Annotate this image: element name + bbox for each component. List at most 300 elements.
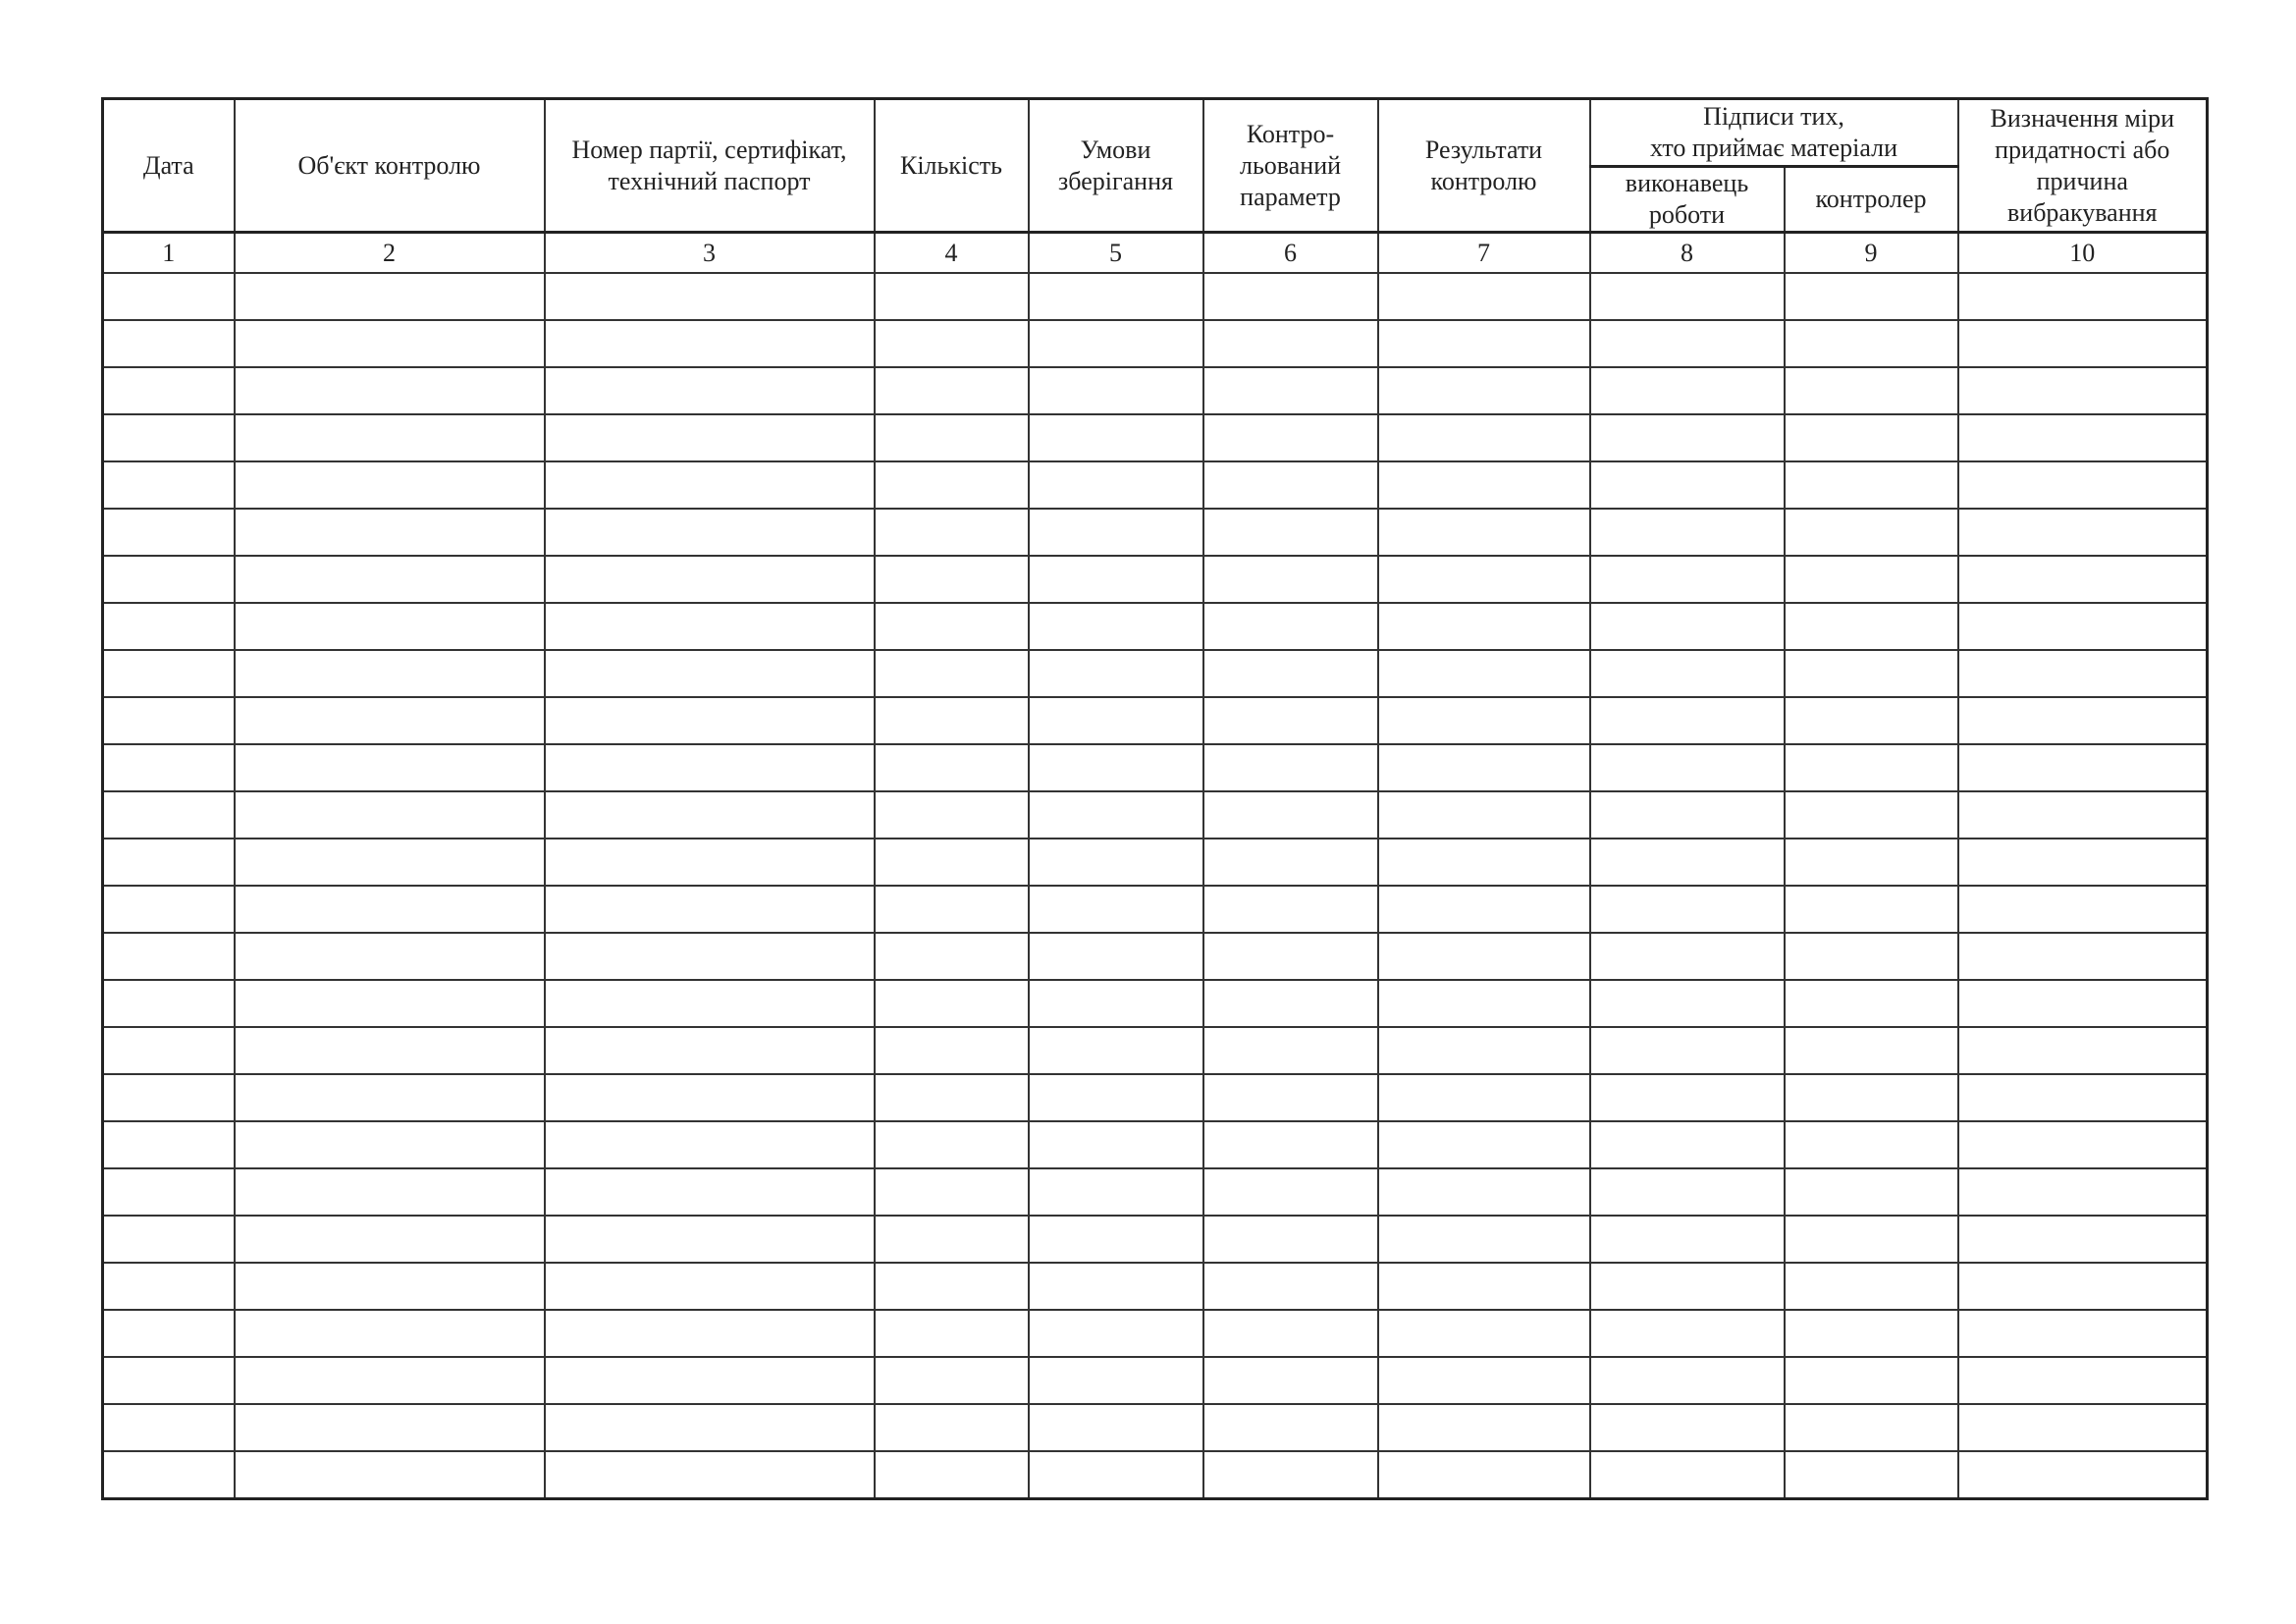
table-cell[interactable] (875, 1074, 1029, 1121)
table-cell[interactable] (1785, 697, 1958, 744)
table-cell[interactable] (1785, 1027, 1958, 1074)
table-cell[interactable] (1029, 886, 1203, 933)
table-row (103, 1074, 2208, 1121)
table-cell[interactable] (1378, 791, 1590, 839)
table-cell[interactable] (1029, 320, 1203, 367)
table-cell[interactable] (545, 1357, 875, 1404)
table-cell[interactable] (1203, 1074, 1378, 1121)
table-cell[interactable] (1590, 1121, 1785, 1168)
table-cell[interactable] (1029, 1263, 1203, 1310)
table-cell[interactable] (1203, 603, 1378, 650)
table-cell[interactable] (103, 509, 235, 556)
table-cell[interactable] (1958, 933, 2208, 980)
header-batch (545, 99, 875, 233)
table-cell[interactable] (1029, 556, 1203, 603)
table-cell[interactable] (1029, 1216, 1203, 1263)
header-signatures (1590, 99, 1958, 167)
table-cell[interactable] (1203, 414, 1378, 461)
table-cell[interactable] (1378, 839, 1590, 886)
table-cell[interactable] (1785, 1121, 1958, 1168)
table-cell[interactable] (1785, 1074, 1958, 1121)
table-cell[interactable] (1958, 650, 2208, 697)
table-row (103, 839, 2208, 886)
table-cell[interactable] (1958, 791, 2208, 839)
table-cell[interactable] (1029, 1027, 1203, 1074)
table-cell[interactable] (545, 1451, 875, 1499)
table-cell[interactable] (875, 461, 1029, 509)
table-cell[interactable] (1785, 1168, 1958, 1216)
table-cell[interactable] (1590, 886, 1785, 933)
table-cell[interactable] (1958, 697, 2208, 744)
table-cell[interactable] (1785, 1216, 1958, 1263)
table-cell[interactable] (1958, 320, 2208, 367)
table-cell[interactable] (1378, 697, 1590, 744)
table-cell[interactable] (235, 320, 545, 367)
table-cell[interactable] (545, 1027, 875, 1074)
table-cell[interactable] (1029, 697, 1203, 744)
table-cell[interactable] (1958, 273, 2208, 320)
column-number-2: 2 (235, 233, 545, 274)
table-cell[interactable] (875, 1310, 1029, 1357)
table-cell[interactable] (1785, 1357, 1958, 1404)
table-row (103, 1121, 2208, 1168)
table-cell[interactable] (1203, 461, 1378, 509)
table-cell[interactable] (103, 886, 235, 933)
table-cell[interactable] (235, 1263, 545, 1310)
header-results-label: Результати контролю (1424, 135, 1543, 195)
table-cell[interactable] (1378, 320, 1590, 367)
table-cell[interactable] (875, 509, 1029, 556)
table-cell[interactable] (1378, 603, 1590, 650)
table-cell[interactable] (235, 650, 545, 697)
table-cell[interactable] (1958, 1074, 2208, 1121)
table-cell[interactable] (1590, 650, 1785, 697)
table-cell[interactable] (1378, 1121, 1590, 1168)
header-results (1378, 99, 1590, 233)
table-cell[interactable] (235, 367, 545, 414)
table-cell[interactable] (1203, 509, 1378, 556)
table-row (103, 320, 2208, 367)
table-cell[interactable] (1378, 1310, 1590, 1357)
table-cell[interactable] (1785, 509, 1958, 556)
header-suitability (1958, 99, 2208, 233)
table-cell[interactable] (875, 1121, 1029, 1168)
table-cell[interactable] (1785, 839, 1958, 886)
table-cell[interactable] (235, 1168, 545, 1216)
table-cell[interactable] (235, 886, 545, 933)
table-cell[interactable] (235, 980, 545, 1027)
table-cell[interactable] (235, 744, 545, 791)
table-cell[interactable] (103, 1310, 235, 1357)
table-cell[interactable] (1958, 1121, 2208, 1168)
table-cell[interactable] (1378, 273, 1590, 320)
table-cell[interactable] (1785, 1451, 1958, 1499)
table-cell[interactable] (1203, 886, 1378, 933)
table-cell[interactable] (545, 320, 875, 367)
header-executor (1590, 167, 1785, 233)
table-cell[interactable] (1958, 1451, 2208, 1499)
table-cell[interactable] (1378, 414, 1590, 461)
table-cell[interactable] (103, 744, 235, 791)
table-cell[interactable] (235, 933, 545, 980)
table-cell[interactable] (103, 839, 235, 886)
table-cell[interactable] (235, 1216, 545, 1263)
table-cell[interactable] (235, 697, 545, 744)
table-cell[interactable] (235, 1027, 545, 1074)
table-cell[interactable] (235, 1451, 545, 1499)
table-row (103, 650, 2208, 697)
table-cell[interactable] (545, 933, 875, 980)
table-cell[interactable] (235, 1121, 545, 1168)
table-cell[interactable] (1958, 886, 2208, 933)
header-date (103, 99, 235, 233)
table-cell[interactable] (1590, 1404, 1785, 1451)
header-date-label: Дата (142, 150, 194, 180)
table-cell[interactable] (1785, 1404, 1958, 1451)
table-cell[interactable] (103, 1074, 235, 1121)
table-cell[interactable] (1029, 1074, 1203, 1121)
table-cell[interactable] (1378, 1027, 1590, 1074)
table-cell[interactable] (103, 697, 235, 744)
table-cell[interactable] (545, 1074, 875, 1121)
table-cell[interactable] (1958, 603, 2208, 650)
table-cell[interactable] (1203, 1263, 1378, 1310)
table-cell[interactable] (103, 320, 235, 367)
table-cell[interactable] (1203, 839, 1378, 886)
header-quantity (875, 99, 1029, 233)
table-cell[interactable] (1785, 461, 1958, 509)
table-cell[interactable] (1203, 367, 1378, 414)
table-cell[interactable] (545, 1216, 875, 1263)
header-controller-label: контролер (1815, 185, 1927, 213)
table-cell[interactable] (545, 1168, 875, 1216)
table-cell[interactable] (1378, 367, 1590, 414)
table-cell[interactable] (1590, 509, 1785, 556)
header-suitability-label: Визначення міри придатності або причина вибракування (1990, 103, 2174, 227)
table-cell[interactable] (1378, 1168, 1590, 1216)
table-cell[interactable] (1590, 1027, 1785, 1074)
column-number-3: 3 (545, 233, 875, 274)
table-cell[interactable] (103, 367, 235, 414)
table-cell[interactable] (1029, 1121, 1203, 1168)
table-cell[interactable] (1203, 1168, 1378, 1216)
table-cell[interactable] (875, 367, 1029, 414)
table-cell[interactable] (1203, 933, 1378, 980)
table-cell[interactable] (545, 414, 875, 461)
table-cell[interactable] (1378, 980, 1590, 1027)
table-cell[interactable] (545, 603, 875, 650)
table-cell[interactable] (1378, 744, 1590, 791)
table-cell[interactable] (103, 980, 235, 1027)
table-cell[interactable] (1203, 791, 1378, 839)
table-cell[interactable] (1590, 697, 1785, 744)
table-cell[interactable] (1785, 556, 1958, 603)
table-cell[interactable] (1378, 1216, 1590, 1263)
table-cell[interactable] (1029, 414, 1203, 461)
table-cell[interactable] (235, 273, 545, 320)
table-cell[interactable] (875, 320, 1029, 367)
table-cell[interactable] (1590, 1168, 1785, 1216)
table-cell[interactable] (1378, 650, 1590, 697)
table-row (103, 697, 2208, 744)
table-cell[interactable] (1203, 697, 1378, 744)
table-cell[interactable] (875, 744, 1029, 791)
table-cell[interactable] (1378, 1357, 1590, 1404)
table-cell[interactable] (1785, 273, 1958, 320)
table-cell[interactable] (1203, 650, 1378, 697)
table-cell[interactable] (1203, 1216, 1378, 1263)
column-number-row (103, 233, 2208, 274)
table-cell[interactable] (1785, 1310, 1958, 1357)
table-cell[interactable] (875, 414, 1029, 461)
table-row (103, 1357, 2208, 1404)
table-cell[interactable] (103, 414, 235, 461)
table-cell[interactable] (103, 273, 235, 320)
table-cell[interactable] (1029, 933, 1203, 980)
header-parameter (1203, 99, 1378, 233)
table-cell[interactable] (235, 791, 545, 839)
table-cell[interactable] (1029, 509, 1203, 556)
header-batch-label: Номер партії, сертифікат, технічний паспорт (571, 135, 847, 195)
table-cell[interactable] (1958, 461, 2208, 509)
header-storage (1029, 99, 1203, 233)
table-cell[interactable] (235, 509, 545, 556)
table-cell[interactable] (1378, 1404, 1590, 1451)
table-cell[interactable] (1378, 886, 1590, 933)
table-cell[interactable] (1590, 1451, 1785, 1499)
table-row (103, 1027, 2208, 1074)
table-cell[interactable] (545, 273, 875, 320)
table-cell[interactable] (875, 1357, 1029, 1404)
table-cell[interactable] (235, 1310, 545, 1357)
table-cell[interactable] (1590, 980, 1785, 1027)
table-cell[interactable] (545, 697, 875, 744)
table-cell[interactable] (1958, 1310, 2208, 1357)
table-cell[interactable] (875, 839, 1029, 886)
table-cell[interactable] (545, 744, 875, 791)
table-cell[interactable] (1029, 273, 1203, 320)
table-cell[interactable] (1958, 839, 2208, 886)
table-cell[interactable] (1029, 791, 1203, 839)
header-quantity-label: Кількість (899, 150, 1002, 180)
table-cell[interactable] (235, 1357, 545, 1404)
table-cell[interactable] (1590, 1216, 1785, 1263)
table-cell[interactable] (1590, 461, 1785, 509)
table-cell[interactable] (103, 933, 235, 980)
table-cell[interactable] (875, 980, 1029, 1027)
table-cell[interactable] (545, 1263, 875, 1310)
column-number-1: 1 (103, 233, 235, 274)
table-cell[interactable] (1958, 1357, 2208, 1404)
table-cell[interactable] (235, 1074, 545, 1121)
table-cell[interactable] (1203, 1357, 1378, 1404)
column-number-4: 4 (875, 233, 1029, 274)
table-cell[interactable] (1958, 744, 2208, 791)
table-cell[interactable] (103, 556, 235, 603)
table-cell[interactable] (1785, 603, 1958, 650)
table-cell[interactable] (1029, 603, 1203, 650)
table-cell[interactable] (1590, 1357, 1785, 1404)
table-cell[interactable] (103, 1451, 235, 1499)
table-cell[interactable] (103, 791, 235, 839)
table-cell[interactable] (235, 461, 545, 509)
table-cell[interactable] (545, 1404, 875, 1451)
table-cell[interactable] (1590, 1074, 1785, 1121)
table-cell[interactable] (103, 1404, 235, 1451)
table-cell[interactable] (103, 650, 235, 697)
table-cell[interactable] (545, 839, 875, 886)
table-cell[interactable] (545, 650, 875, 697)
table-cell[interactable] (103, 603, 235, 650)
table-cell[interactable] (1785, 414, 1958, 461)
table-cell[interactable] (1029, 461, 1203, 509)
table-cell[interactable] (1958, 509, 2208, 556)
table-cell[interactable] (1203, 320, 1378, 367)
table-cell[interactable] (1203, 744, 1378, 791)
table-cell[interactable] (1958, 556, 2208, 603)
table-cell[interactable] (1590, 603, 1785, 650)
table-cell[interactable] (545, 886, 875, 933)
table-cell[interactable] (1378, 1074, 1590, 1121)
table-cell[interactable] (1785, 320, 1958, 367)
table-cell[interactable] (545, 791, 875, 839)
column-number-10: 10 (1958, 233, 2208, 274)
table-cell[interactable] (1029, 1310, 1203, 1357)
table-cell[interactable] (875, 1027, 1029, 1074)
table-cell[interactable] (1590, 414, 1785, 461)
header-parameter-label: Контро- льований параметр (1239, 119, 1342, 211)
table-cell[interactable] (103, 1263, 235, 1310)
table-cell[interactable] (875, 1404, 1029, 1451)
table-cell[interactable] (1203, 1451, 1378, 1499)
table-cell[interactable] (235, 839, 545, 886)
table-cell[interactable] (545, 461, 875, 509)
table-cell[interactable] (1785, 744, 1958, 791)
table-row (103, 414, 2208, 461)
table-cell[interactable] (1958, 414, 2208, 461)
table-cell[interactable] (1785, 933, 1958, 980)
table-cell[interactable] (875, 556, 1029, 603)
table-cell[interactable] (1029, 367, 1203, 414)
table-cell[interactable] (875, 1216, 1029, 1263)
table-row (103, 1216, 2208, 1263)
table-cell[interactable] (875, 697, 1029, 744)
table-cell[interactable] (545, 1121, 875, 1168)
table-cell[interactable] (1029, 650, 1203, 697)
table-cell[interactable] (875, 1168, 1029, 1216)
table-cell[interactable] (1203, 273, 1378, 320)
table-cell[interactable] (1785, 650, 1958, 697)
table-cell[interactable] (1785, 1263, 1958, 1310)
table-cell[interactable] (1590, 839, 1785, 886)
table-row (103, 886, 2208, 933)
table-cell[interactable] (1203, 1404, 1378, 1451)
table-cell[interactable] (1029, 1168, 1203, 1216)
table-cell[interactable] (1958, 1168, 2208, 1216)
table-cell[interactable] (875, 1263, 1029, 1310)
table-cell[interactable] (875, 791, 1029, 839)
table-cell[interactable] (235, 414, 545, 461)
table-cell[interactable] (545, 509, 875, 556)
table-row (103, 1404, 2208, 1451)
table-cell[interactable] (1958, 1404, 2208, 1451)
table-cell[interactable] (545, 980, 875, 1027)
table-cell[interactable] (1029, 980, 1203, 1027)
table-cell[interactable] (1029, 1451, 1203, 1499)
table-cell[interactable] (875, 886, 1029, 933)
table-cell[interactable] (1378, 1451, 1590, 1499)
table-cell[interactable] (1029, 839, 1203, 886)
header-object-label: Об'єкт контролю (297, 150, 481, 180)
table-cell[interactable] (1590, 367, 1785, 414)
table-cell[interactable] (1029, 1404, 1203, 1451)
table-cell[interactable] (1029, 1357, 1203, 1404)
table-cell[interactable] (1590, 1310, 1785, 1357)
table-cell[interactable] (1785, 791, 1958, 839)
table-cell[interactable] (1590, 1263, 1785, 1310)
table-cell[interactable] (1203, 980, 1378, 1027)
table-cell[interactable] (235, 556, 545, 603)
table-cell[interactable] (875, 933, 1029, 980)
table-cell[interactable] (1785, 886, 1958, 933)
table-row (103, 933, 2208, 980)
table-cell[interactable] (1590, 744, 1785, 791)
table-cell[interactable] (1785, 367, 1958, 414)
column-number-6: 6 (1203, 233, 1378, 274)
table-cell[interactable] (1378, 509, 1590, 556)
table-cell[interactable] (1378, 461, 1590, 509)
table-cell[interactable] (1590, 791, 1785, 839)
table-cell[interactable] (103, 1121, 235, 1168)
table-cell[interactable] (1590, 273, 1785, 320)
table-cell[interactable] (1590, 556, 1785, 603)
table-cell[interactable] (545, 556, 875, 603)
table-row (103, 980, 2208, 1027)
table-cell[interactable] (1203, 1121, 1378, 1168)
table-cell[interactable] (1590, 320, 1785, 367)
table-cell[interactable] (875, 1451, 1029, 1499)
table-cell[interactable] (1203, 1310, 1378, 1357)
table-cell[interactable] (1958, 1027, 2208, 1074)
table-cell[interactable] (103, 1168, 235, 1216)
table-cell[interactable] (103, 1216, 235, 1263)
table-cell[interactable] (1958, 1216, 2208, 1263)
table-cell[interactable] (1785, 980, 1958, 1027)
table-cell[interactable] (1958, 980, 2208, 1027)
table-cell[interactable] (103, 1357, 235, 1404)
table-cell[interactable] (103, 1027, 235, 1074)
table-cell[interactable] (1378, 933, 1590, 980)
table-cell[interactable] (545, 1310, 875, 1357)
table-cell[interactable] (1378, 1263, 1590, 1310)
table-cell[interactable] (875, 273, 1029, 320)
table-cell[interactable] (1029, 744, 1203, 791)
table-cell[interactable] (103, 461, 235, 509)
table-cell[interactable] (1203, 1027, 1378, 1074)
table-cell[interactable] (545, 367, 875, 414)
table-row (103, 1168, 2208, 1216)
table-cell[interactable] (875, 603, 1029, 650)
table-cell[interactable] (1378, 556, 1590, 603)
table-cell[interactable] (1590, 933, 1785, 980)
table-cell[interactable] (235, 603, 545, 650)
table-cell[interactable] (875, 650, 1029, 697)
table-cell[interactable] (1958, 1263, 2208, 1310)
table-cell[interactable] (1958, 367, 2208, 414)
table-row (103, 1263, 2208, 1310)
table-cell[interactable] (235, 1404, 545, 1451)
table-cell[interactable] (1203, 556, 1378, 603)
